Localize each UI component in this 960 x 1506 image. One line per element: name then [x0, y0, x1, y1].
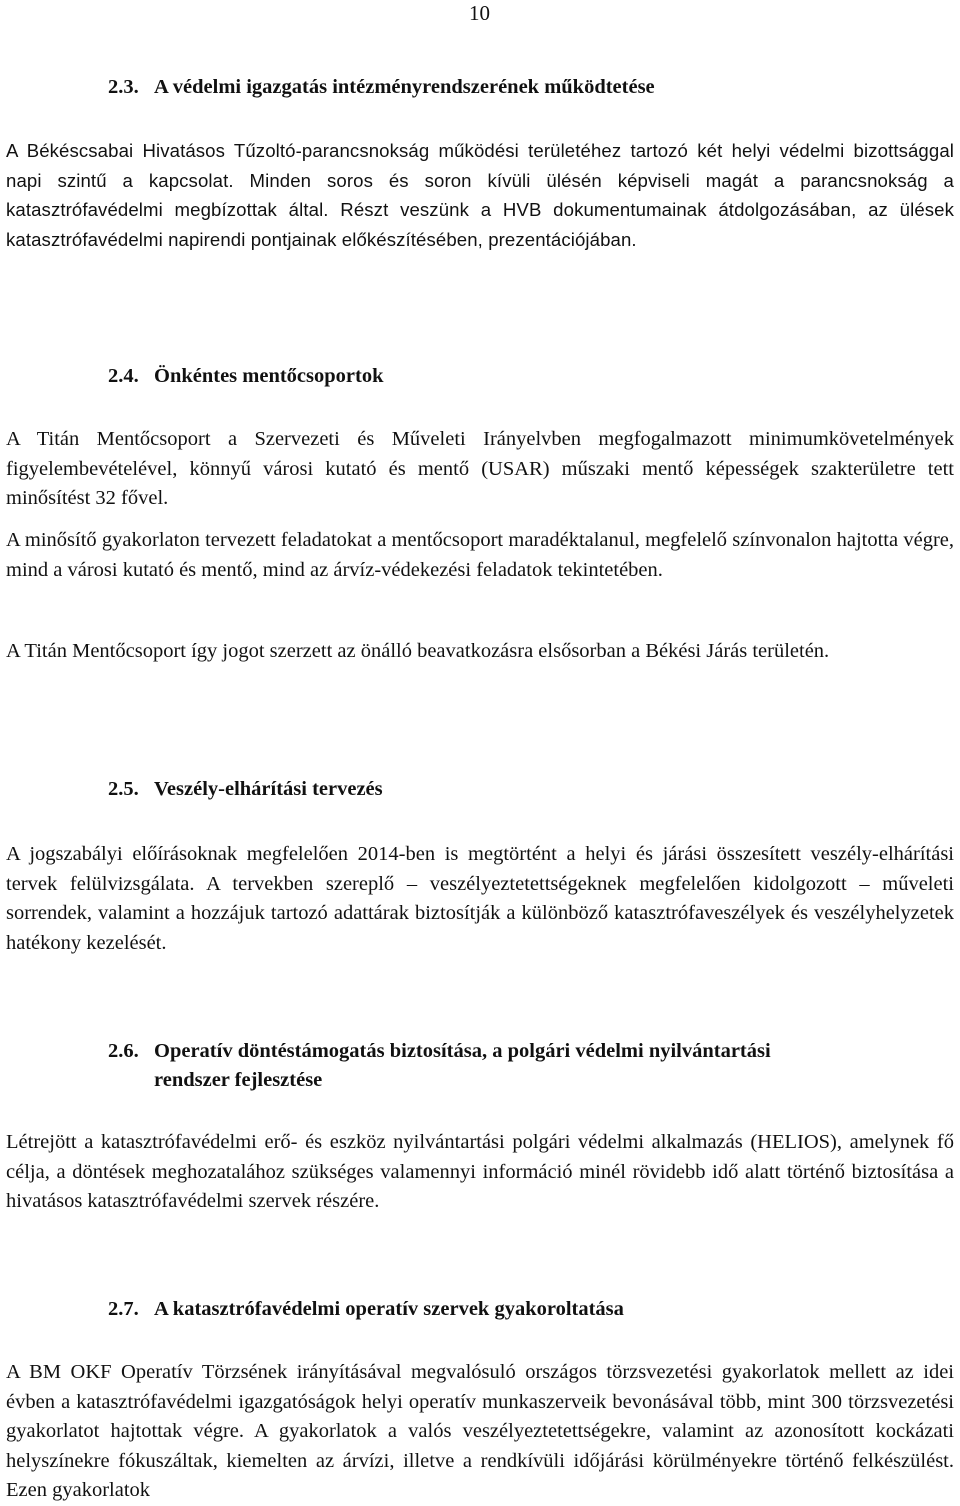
- section-heading-2-3: [108, 73, 655, 102]
- paragraph-2-6-1: Létrejött a katasztrófavédelmi erő- és eszköz nyilvántartási polgári védelmi alkalmazás (HELIOS), amelynek fő célja, a döntések meghozatalához szükséges valamennyi információ minél rövidebb idő alatt történő biztosítása a hivatásos katasztrófavédelmi szervek részére.: [6, 1131, 954, 1212]
- paragraph-2-3-1: A Békéscsabai Hivatásos Tűzoltó-parancsnokság működési területéhez tartozó két helyi védelmi bizottsággal napi szintű a kapcsolat. Minden soros és soron kívüli ülésén képviseli magát a parancsnokság a katasztrófavédelmi megbízottak által. Részt veszünk a HVB dokumentumainak átdolgozásában, az ülések katasztrófavédelmi napirendi pontjainak előkészítésében, prezentációjában.: [6, 140, 954, 250]
- section-number: 2.5.: [108, 778, 139, 800]
- section-title: A katasztrófavédelmi operatív szervek gyakoroltatása: [154, 1298, 624, 1320]
- section-number: 2.6.: [108, 1040, 139, 1062]
- section-number: 2.7.: [108, 1298, 139, 1320]
- section-title: Veszély-elhárítási tervezés: [154, 778, 383, 800]
- paragraph-2-4-2: A minősítő gyakorlaton tervezett feladatokat a mentőcsoport maradéktalanul, megfelelő színvonalon hajtotta végre, mind a városi kutató és mentő, mind az árvíz-védekezési feladatok tekintetében.: [6, 529, 954, 581]
- section-number: 2.3.: [108, 76, 139, 98]
- section-title: A védelmi igazgatás intézményrendszerének működtetése: [154, 76, 655, 98]
- section-title: Operatív döntéstámogatás biztosítása, a polgári védelmi nyilvántartási: [154, 1040, 771, 1062]
- paragraph-2-5-1: A jogszabályi előírásoknak megfelelően 2014-ben is megtörtént a helyi és járási összesített veszély-elhárítási tervek felülvizsgálata. A tervekben szereplő – veszélyeztetettségeknek megfelelően kidolgozott – műveleti sorrendek, valamint a hozzájuk tartozó adattárak biztosítják a különböző katasztrófaveszélyek és veszélyhelyzetek hatékony kezelését.: [6, 843, 954, 954]
- section-heading-2-6: [108, 1037, 771, 1095]
- paragraph-2-7-1: A BM OKF Operatív Törzsének irányításával megvalósuló országos törzsvezetési gyakorlatok mellett az idei évben a katasztrófavédelmi igazgatóságok helyi operatív munkaszerveik bevonásával több, mint 300 törzsvezetési gyakorlatot hajtottak végre. A gyakorlatok a valós veszélyeztetettségekre, valamint az azonosított kockázati helyszínekre fókuszáltak, kiemelten az árvízi, illetve a rendkívüli időjárási körülményekre történő felkészülést. Ezen gyakorlatok: [6, 1361, 954, 1501]
- section-title-line-2: rendszer fejlesztése: [154, 1069, 323, 1091]
- paragraph-2-4-3: A Titán Mentőcsoport így jogot szerzett az önálló beavatkozásra elsősorban a Békési Járás területén.: [6, 640, 830, 662]
- section-heading-2-5: [108, 775, 383, 804]
- page-number: 10: [469, 1, 490, 25]
- section-title: Önkéntes mentőcsoportok: [154, 365, 384, 387]
- paragraph-2-4-1: A Titán Mentőcsoport a Szervezeti és Műveleti Irányelvben megfogalmazott minimumkövetelmények figyelembevételével, könnyű városi kutató és mentő (USAR) műszaki mentő képességek szakterületre tett minősítést 32 fővel.: [6, 428, 954, 509]
- section-heading-2-4: [108, 362, 383, 391]
- section-heading-2-7: [108, 1295, 624, 1324]
- section-number: 2.4.: [108, 365, 139, 387]
